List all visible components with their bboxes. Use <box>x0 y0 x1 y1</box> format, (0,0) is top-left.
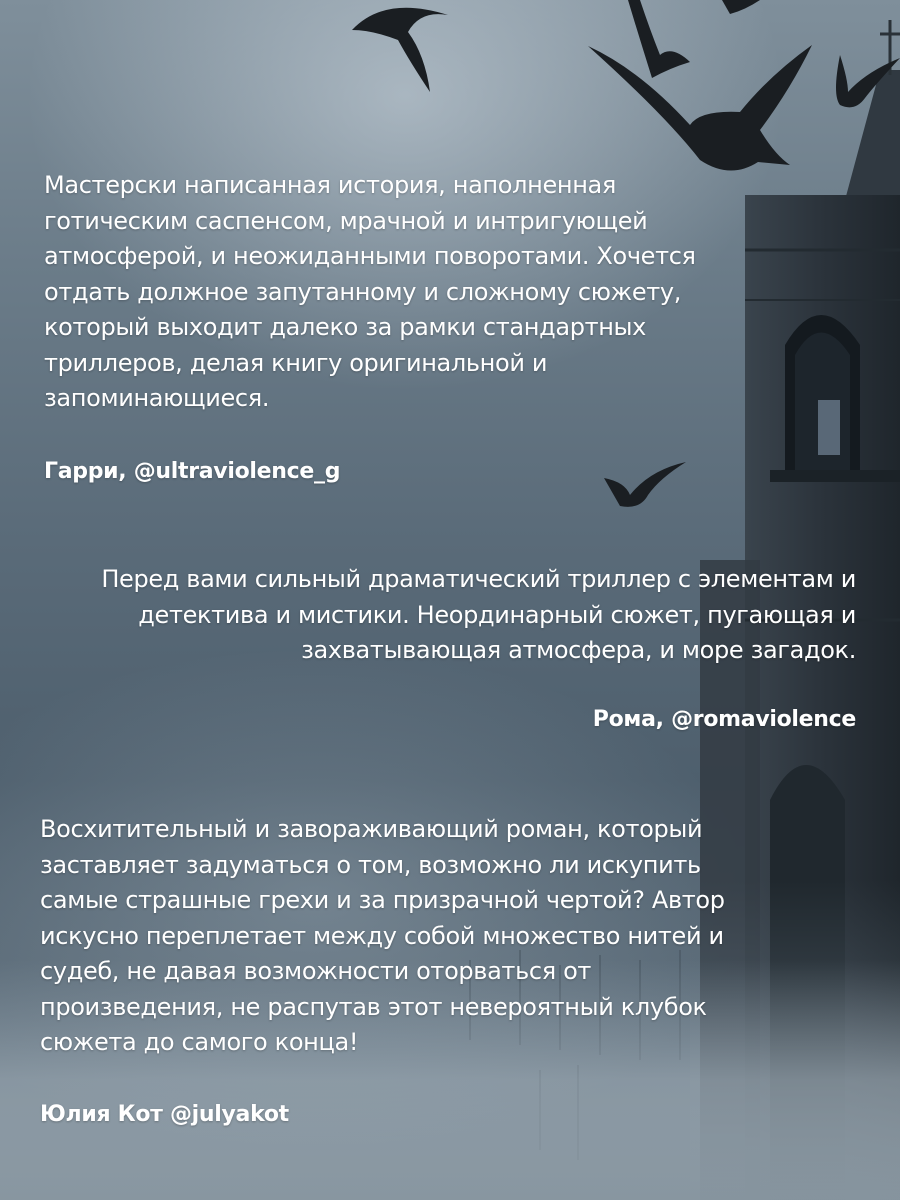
crow-icon <box>604 462 686 507</box>
crow-icon <box>628 0 690 78</box>
crow-icon <box>588 45 812 171</box>
review-text: Восхитительный и завораживающий роман, который заставляет задуматься о том, возможно ли искупить самые страшные грехи и за призрачной чертой? Автор искусно переплетает между собой множество нитей и судеб, не давая возможности оторваться от произведения, не распутав этот невероятный клубок сюжета до самого конца! <box>40 815 725 1056</box>
crow-icon <box>722 0 760 14</box>
review-text: Мастерски написанная история, наполненная готическим саспенсом, мрачной и интригующей атмосферой, и неожиданными поворотами. Хочется отдать должное запутанному и сложному сюжету, который выходит далеко за рамки стандартных триллеров, делая книгу оригинальной и запоминающиеся. <box>44 171 696 412</box>
review-text: Перед вами сильный драматический триллер с элементам и детектива и мистики. Неординарный сюжет, пугающая и захватывающая атмосфера, и море загадок. <box>101 565 856 664</box>
review-author: Рома, @romaviolence <box>592 707 856 732</box>
review-author: Гарри, @ultraviolence_g <box>44 459 341 484</box>
crow-icon <box>352 8 448 92</box>
review-author: Юлия Кот @julyakot <box>40 1102 289 1127</box>
